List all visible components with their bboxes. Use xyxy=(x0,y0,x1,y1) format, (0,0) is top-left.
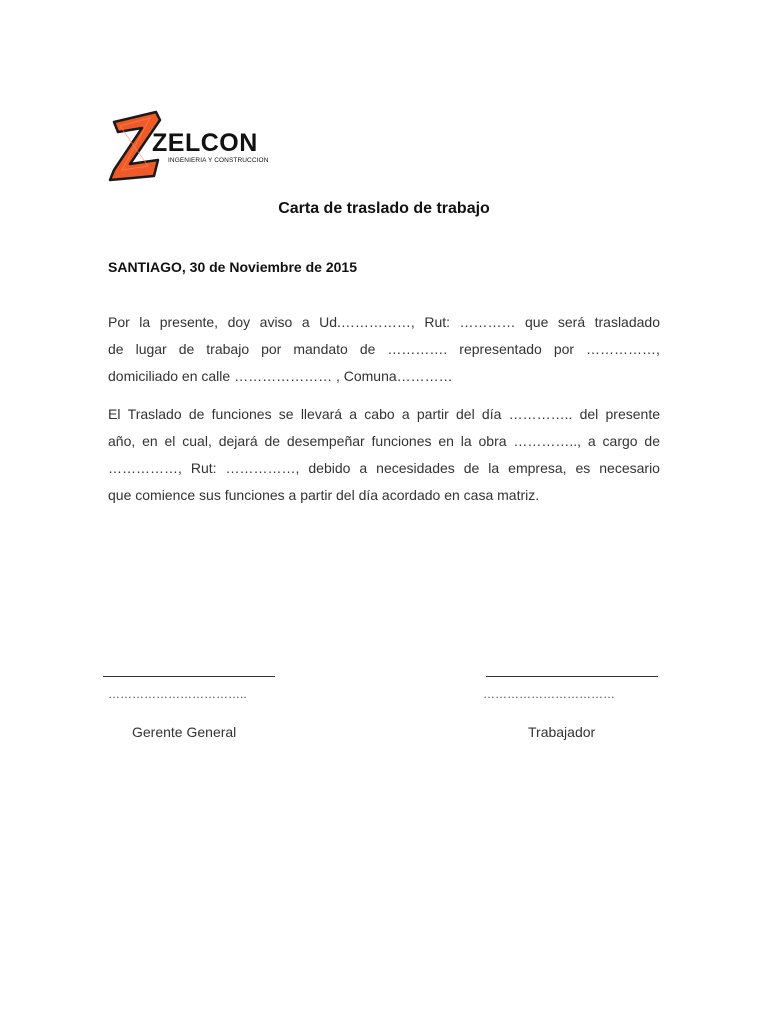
paragraph-line: domiciliado en calle ………………… , Comuna………… xyxy=(108,368,453,384)
paragraph-line: El Traslado de funciones se llevará a cabo a partir del día ………….. del presente xyxy=(108,406,660,422)
paragraph-line: Por la presente, doy aviso a Ud.……………, Rut: ………… que será trasladado xyxy=(108,314,660,330)
date-line: SANTIAGO, 30 de Noviembre de 2015 xyxy=(108,259,357,275)
paragraph-line: ……………, Rut: ……………, debido a necesidades de la empresa, es necesario xyxy=(108,460,660,476)
letter-title: Carta de traslado de trabajo xyxy=(278,200,490,217)
role-worker: Trabajador xyxy=(528,724,596,740)
paragraph-line: año, en el cual, dejará de desempeñar funciones en la obra ………….., a cargo de xyxy=(108,433,660,449)
signature-placeholder-manager: …………………………….. xyxy=(108,687,247,701)
logo-tagline: INGENIERIA Y CONSTRUCCION xyxy=(168,157,269,164)
logo-wordmark: ZELCON xyxy=(152,129,258,157)
signature-line-manager xyxy=(103,676,275,677)
company-logo xyxy=(108,106,278,182)
paragraph-notice xyxy=(108,309,660,390)
paragraph-transfer-details xyxy=(108,401,660,509)
signature-placeholder-worker: …………………………… xyxy=(483,687,615,701)
paragraph-line: que comience sus funciones a partir del día acordado en casa matriz. xyxy=(108,487,540,503)
signature-line-worker xyxy=(486,676,658,677)
paragraph-line: de lugar de trabajo por mandato de …………. representado por ……………, xyxy=(108,341,660,357)
role-general-manager: Gerente General xyxy=(132,724,237,740)
